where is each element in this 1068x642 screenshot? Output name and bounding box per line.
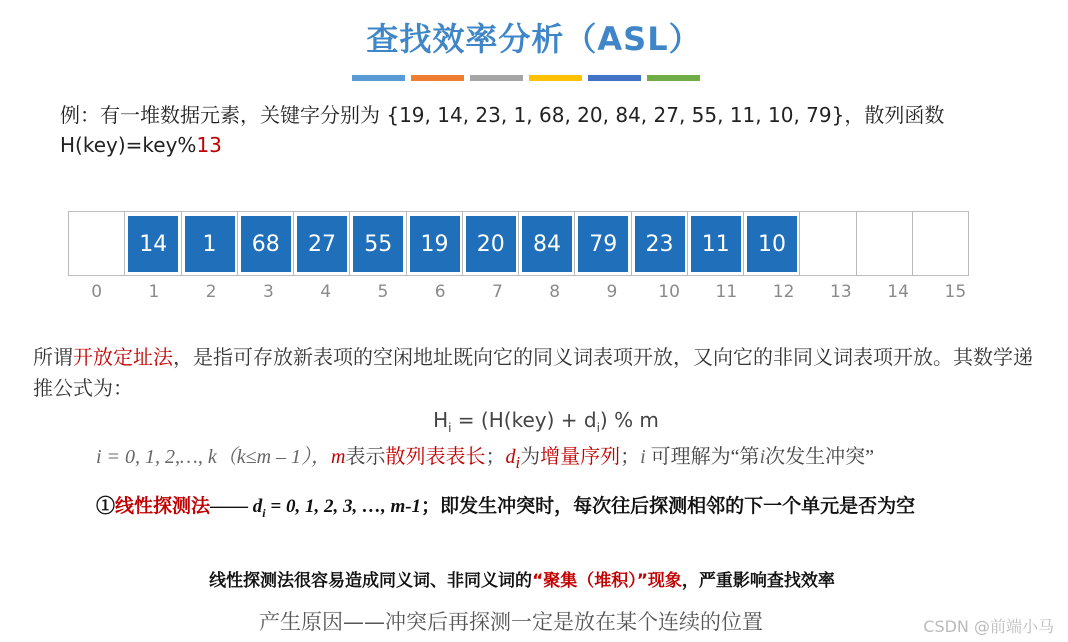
table-cell-value: 10 (747, 216, 797, 272)
hash-table (68, 211, 985, 276)
table-cell (182, 211, 238, 276)
hash-modulus: 13 (196, 133, 222, 157)
cluster-term: “聚集（堆积）”现象 (532, 571, 682, 591)
table-index: 6 (434, 282, 446, 302)
table-cell (519, 211, 575, 276)
formula-tail: ) % m (599, 408, 659, 432)
table-index: 0 (91, 282, 103, 302)
table-cell (407, 211, 463, 276)
table-cell (857, 211, 913, 276)
open-addressing-term: 开放定址法 (73, 345, 173, 369)
table-cell (688, 211, 744, 276)
table-cell (913, 211, 969, 276)
color-bar-segment (352, 75, 405, 81)
table-cell (632, 211, 688, 276)
table-index: 15 (944, 282, 967, 302)
watermark: CSDN @前端小马 (923, 617, 1054, 636)
param-i-desc2: 次发生冲突” (765, 446, 875, 468)
table-cell-value: 27 (297, 216, 347, 272)
param-i2: i (759, 446, 766, 468)
example-text (60, 100, 1020, 160)
table-cell (463, 211, 519, 276)
table-cell (125, 211, 181, 276)
table-cell (294, 211, 350, 276)
param-i: i (640, 446, 646, 468)
color-bar-segment (647, 75, 700, 81)
formula-h-sub: i (448, 421, 452, 435)
table-cell-value: 19 (410, 216, 460, 272)
table-index: 1 (148, 282, 160, 302)
table-index: 2 (205, 282, 217, 302)
desc-pre: 所谓 (33, 345, 73, 369)
desc-post: ，是指可存放新表项的空闲地址既向它的同义词表项开放，又向它的非同义词表项开放。其数学递推公式为： (33, 345, 1033, 400)
formula-d-sub: i (596, 421, 600, 435)
color-bar-segment (470, 75, 523, 81)
table-cell (69, 211, 125, 276)
table-cell-value: 11 (691, 216, 741, 272)
page-title: 查找效率分析（ASL） (366, 20, 702, 58)
table-cell-value: 23 (635, 216, 685, 272)
table-index: 10 (658, 282, 680, 302)
table-cell (238, 211, 294, 276)
open-addressing-description (33, 342, 1033, 404)
param-range: i = 0, 1, 2,…, k（k≤m – 1）， (96, 446, 332, 468)
linear-d-sub: i (262, 505, 266, 520)
param-d-sub: i (515, 453, 521, 472)
param-d: d (505, 446, 516, 468)
table-cell (575, 211, 631, 276)
table-cell (350, 211, 406, 276)
table-index: 3 (262, 282, 274, 302)
color-bar-segment (529, 75, 582, 81)
param-d-desc: 为 (520, 446, 541, 468)
cause-note: 产生原因——冲突后再探测一定是放在某个连续的位置 (259, 610, 763, 634)
linear-num: ① (96, 496, 116, 517)
linear-probing-line (96, 491, 915, 521)
table-cell-value: 79 (578, 216, 628, 272)
table-index: 7 (491, 282, 503, 302)
cluster-post: ，严重影响查找效率 (681, 571, 835, 591)
table-cell (800, 211, 856, 276)
param-i-desc: 可理解为“第 (645, 446, 760, 468)
hash-table-indices (68, 282, 984, 302)
table-cell (744, 211, 800, 276)
param-m: m (331, 446, 346, 468)
formula-parameters (96, 440, 874, 473)
table-index: 4 (320, 282, 332, 302)
linear-seq: = 0, 1, 2, 3, …, m-1 (265, 496, 422, 517)
param-d-term: 增量序列 (540, 444, 621, 468)
table-index: 12 (772, 282, 795, 302)
table-cell-value: 14 (128, 216, 178, 272)
hash-function: H(key)=key% (60, 133, 197, 157)
example-keys: 例：有一堆数据元素，关键字分别为 {19, 14, 23, 1, 68, 20, 84, 27, 55, 11, 10, 79}，散列函数 (60, 103, 945, 127)
probe-formula (0, 408, 1068, 435)
param-sep2: ； (620, 446, 641, 468)
table-cell-value: 68 (241, 216, 291, 272)
table-cell-value: 84 (522, 216, 572, 272)
param-sep1: ； (485, 446, 506, 468)
table-index: 13 (830, 282, 852, 302)
table-index: 5 (377, 282, 389, 302)
color-bar (352, 75, 706, 81)
linear-probing-term: 线性探测法 (115, 496, 211, 517)
linear-dash: —— (210, 496, 253, 517)
table-cell-value: 55 (353, 216, 403, 272)
color-bar-segment (588, 75, 641, 81)
cluster-pre: 线性探测法很容易造成同义词、非同义词的 (209, 571, 533, 591)
clustering-note (0, 566, 1044, 591)
table-index: 11 (715, 282, 738, 302)
formula-h: H (433, 408, 449, 432)
linear-desc: ；即发生冲突时，每次往后探测相邻的下一个单元是否为空 (421, 496, 916, 517)
linear-d: d (252, 496, 263, 517)
param-m-term: 散列表表长 (385, 444, 486, 468)
table-cell-value: 20 (466, 216, 516, 272)
param-m-desc: 表示 (345, 446, 386, 468)
table-index: 8 (549, 282, 561, 302)
color-bar-segment (411, 75, 464, 81)
table-index: 9 (606, 282, 618, 302)
formula-mid: = (H(key) + d (451, 408, 597, 432)
table-cell-value: 1 (185, 216, 235, 272)
table-index: 14 (887, 282, 909, 302)
